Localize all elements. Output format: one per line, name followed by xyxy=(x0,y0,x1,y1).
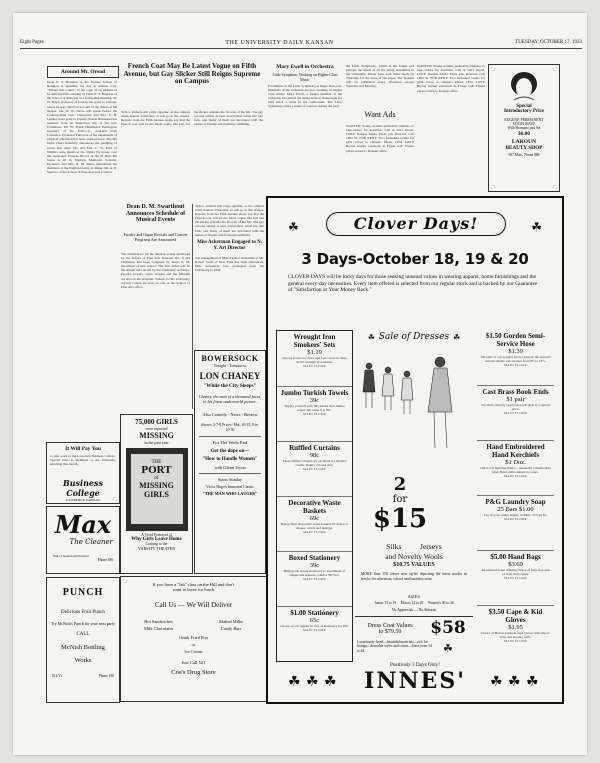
innes-right-items xyxy=(477,330,554,660)
sale-item xyxy=(477,440,554,495)
sale-item-description: Our novel hand kerchiefs— unusually a memorable kind. Hand embroidered in colors. xyxy=(480,466,551,474)
sale-item-description: Choice of our regular $1 box of stationery for 65c. xyxy=(280,624,349,628)
sale-item xyxy=(277,441,352,496)
sale-item-name: Ruffled Curtains xyxy=(289,444,340,452)
beauty-shampoo: With Shampoo and Set xyxy=(507,126,541,130)
dress-for: for xyxy=(392,494,408,505)
missing-girls-ad xyxy=(120,414,193,574)
col3-story: Enrollment in the Little Symphony is larger than ever. Members of the orchestra are now working on higher class music. Mary Ewell, a former member of the orchestra, has joined the string section. Rehearsals are held twice a week in the auditorium. The Little Symphony plans a series of concerts during the year. xyxy=(268,84,342,109)
sale-item-price: $1.19 xyxy=(307,349,322,356)
drug-line2: want to leave for lunch xyxy=(172,587,215,592)
clover-icon: ☘ xyxy=(367,332,375,342)
sunday-film: "THE MAN WHO LAUGHS" xyxy=(202,490,258,496)
girls-caption2: Why Girls Leave Home xyxy=(131,537,182,542)
beauty-permanent: EUGENE PERMANENT xyxy=(504,118,544,122)
lon-chaney: LON CHANEY xyxy=(199,371,261,381)
want-ads-heading: Want Ads xyxy=(364,110,396,119)
bowersock-theater-ad xyxy=(194,350,266,574)
max-cleaner-ad xyxy=(46,506,120,574)
want-ads-body: WANTED: Young women, preferably students, to take orders for novelties. Call at 1221 Oread. LOST: Kansas Alpha Theta pin. Reward. Call 1802 W. FOR RENT: Two furnished rooms for girls. Close to campus. Phone 1254. LOST: Brown leather notebook in Fraser hall. Finder please return to Kansan office. xyxy=(346,124,414,153)
masthead: THE UNIVERSITY DAILY KANSAN xyxy=(225,40,334,46)
will-pay-body: to take work in the Lawrence Business College. Special rates to members of the University enrolling this month. xyxy=(50,454,116,467)
sale-item xyxy=(277,496,352,551)
poster-missing: MISSING xyxy=(139,481,174,490)
dress-fabrics: Silks Jerseys xyxy=(386,542,442,551)
clover-icon: ☘ xyxy=(453,332,461,342)
punch-line2: Try McNish's Punch for your next party xyxy=(51,621,115,626)
clover-days-dates: 3 Days-October 18, 19 & 20 xyxy=(301,250,529,268)
sale-item-description: Choose from two styles and four colors in these $2.95 wrought iron stands. xyxy=(282,356,347,364)
sale-item-location: MAIN FLOOR xyxy=(504,363,527,367)
port-of-missing-girls-poster xyxy=(126,448,188,531)
page-number: Eight Pages xyxy=(20,40,44,45)
issue-date: TUESDAY, OCTOBER 17, 1933 xyxy=(515,40,582,45)
girls-caption3: Coming to the xyxy=(145,542,168,546)
drug-store-name: Coe's Drug Store xyxy=(171,669,216,676)
sunday-heading: Starts Sunday xyxy=(217,476,243,482)
col2-story3: The engagement of Miss Eleanor Ackerman to Mr. Robert Swift of New York has been announced. Miss Ackerman was graduated from the University in 1930. xyxy=(195,256,264,273)
sale-item-price: 39c xyxy=(309,562,320,569)
college-name: Business College xyxy=(62,478,104,498)
subhead-little-symphony: Little Symphony Working on Higher Class Music xyxy=(272,73,338,82)
headline-swarthout: Dean D. M. Swarthout Announces Schedule of Musical Events xyxy=(125,204,186,224)
sale-item-name: P&G Laundry Soap xyxy=(485,498,546,506)
dress-values: $10.75 VALUES xyxy=(393,562,435,568)
drug-item-icecream: Ice Cream xyxy=(184,649,203,654)
beauty-introductory: Introductory Price xyxy=(503,109,545,114)
dress-sale-section xyxy=(355,330,473,592)
bowersock-name: BOWERSOCK xyxy=(201,354,259,363)
mcnish-address: 814 Vt. xyxy=(52,674,63,678)
max-service: Suits Cleaned and Pressed xyxy=(53,554,89,558)
dress-price: $15 xyxy=(372,504,428,534)
sale-item-name: Cast Brass Book Ends xyxy=(482,388,549,396)
sale-item-location: MAIN FLOOR xyxy=(303,628,326,632)
weekend-line2: Get the dope on— xyxy=(210,448,250,454)
sale-item xyxy=(477,495,554,550)
max-phone: Phone 490 xyxy=(97,558,113,562)
sale-item-location: MAIN FLOOR xyxy=(504,474,527,478)
sale-item xyxy=(477,385,554,440)
drug-phone: Just Call 521 xyxy=(181,660,206,665)
sale-item xyxy=(277,606,352,661)
sale-item-name: Boxed Stationery xyxy=(288,554,341,562)
drug-item-candy: Candy Bars xyxy=(220,626,242,631)
punch-title: PUNCH xyxy=(62,587,104,598)
clover-icon: ☘ xyxy=(508,675,521,690)
sale-item-price: $1.39 xyxy=(508,348,523,355)
max-tagline: The Cleaner xyxy=(69,538,113,546)
clover-days-title: Clover Days! xyxy=(326,212,506,236)
col2-story2: The schedule for all the musical events sponsored by the School of Fine Arts between Oct. 8 and Christmas has been compiled by Dean D. M. Swarthout of that school. The first event will be the annual fall concert by the University orchestra. Faculty recitals, organ vespers and the Messiah are also on the program. Tickets for the University concert course are now on sale at the School of Fine Arts office. xyxy=(121,252,190,289)
dress-wools: and Novelty Wools xyxy=(385,552,443,561)
clover-icon: ☘ xyxy=(288,220,299,234)
laroun-beauty-shop-ad xyxy=(488,64,560,192)
clover-icon: ☘ xyxy=(288,675,301,690)
headline-mary-ewell: Mary Ewell in Orchestra xyxy=(276,64,334,70)
sale-item-description: High grade boxed stationery in assortment of shapes and textures. Choice 59c box. xyxy=(283,569,346,577)
weekend-film: "How to Handle Women" xyxy=(202,456,258,462)
sale-item-name: $1.00 Stationery xyxy=(290,609,339,617)
sale-item-location: MAIN FLOOR xyxy=(504,576,527,580)
innes-clover-days-ad xyxy=(266,196,564,704)
max-logo: Max xyxy=(54,510,112,539)
sale-item-location: MAIN FLOOR xyxy=(504,639,527,643)
subhead-swarthout: Faculty and Organ Recitals and Concert Programs Are Announced xyxy=(123,232,188,242)
coat-heading: Dress Coat Values xyxy=(367,622,413,629)
clover-icon: ☘ xyxy=(531,220,542,234)
sale-item-description: Try these cleverly cast brass book ends at a special price. xyxy=(481,403,550,411)
will-pay-heading: It Will Pay You xyxy=(65,446,101,452)
innes-logo: INNES' xyxy=(364,668,466,694)
beauty-shop-name2: BEAUTY SHOP xyxy=(505,145,543,151)
poster-the: THE xyxy=(151,460,162,465)
sale-item-price: 25 Bars $1.00 xyxy=(497,506,534,513)
page-header xyxy=(20,40,582,49)
dress-sizes: Junior 13 to 19 Misses 14 to 20 Women's 36 to 46 xyxy=(374,601,454,605)
sale-item-name: Wrought Iron Smokers' Sets xyxy=(293,333,336,349)
drug-line1: If you have a "lab" class on the Hill and don't xyxy=(152,582,235,587)
clover-days-banner xyxy=(286,212,544,234)
sale-item-location: MAIN FLOOR xyxy=(303,412,326,416)
clover-icon: ☘ xyxy=(490,675,503,690)
innes-footer xyxy=(268,668,562,698)
clover-icon: ☘ xyxy=(306,675,319,690)
sale-item-description: An unusual value offering choice of bags in pouch or back strap styles. xyxy=(481,568,550,576)
dress-description: MORE than 150 clever new styles depicting the latest modes in frocks for afternoon, school and business wear. xyxy=(361,572,467,581)
want-ads-body-cont: WANTED: Young women, preferably students, to take orders for novelties. Call at 1221 Oread. LOST: Kansas Alpha Theta pin. Reward. Call 1802 W. FOR RENT: Two furnished rooms for girls. Close to campus. Phone 1254. LOST: Brown leather notebook in Fraser hall. Finder please return to Kansan office. xyxy=(417,64,485,93)
poster-of: of xyxy=(154,476,159,481)
sale-item-description: Heavy fibre decorative waste baskets in choice of shapes, colors and designs. xyxy=(280,522,349,530)
sale-item-price: 65c xyxy=(309,617,320,624)
coes-drug-store-ad xyxy=(120,576,267,702)
drug-item-pies: Ozark Fried Pies xyxy=(178,635,209,640)
drug-item-malted: Malted Milks xyxy=(219,619,243,624)
sale-item-description: 190 pairs of our popular service hose in the season's newest shades and all sizes from 8½ to 10½. xyxy=(480,355,551,363)
punch-call: CALL xyxy=(76,632,90,637)
beauty-price: $6.00 xyxy=(518,131,530,137)
innes-left-items xyxy=(276,330,353,662)
dress-two: 2 xyxy=(393,474,407,495)
sale-item-location: MAIN FLOOR xyxy=(303,467,326,471)
coat-subheading: to $79.50 xyxy=(378,629,402,635)
sale-item-name: $5.00 Hand Bags xyxy=(490,553,541,561)
clover-days-intro: CLOVER DAYS will be lucky days for those seeking unusual values in wearing apparel, home furnishings and the general every-day necessities. Every item offered is selected from our regular stock and is backed by our Guarantee of "Satisfaction or Your Money Back." xyxy=(288,274,538,294)
film-times: Shows: 2-7-9 Prices: Mat. 10-35, Eve. 10-50 xyxy=(200,422,260,432)
sale-item-price: 39c xyxy=(309,397,320,404)
coat-days: Positively 3 Days Only! xyxy=(389,662,440,668)
drug-item-chocolates: Milk Chocolates xyxy=(144,626,174,631)
sale-item-description: Choice of Batros-Chateau cape gloves with slip-on wrist and novelty cuffs. xyxy=(480,631,551,639)
sale-item-location: MAIN FLOOR xyxy=(303,530,326,534)
sale-item xyxy=(277,331,352,386)
sale-item-name: Hand Embroidered Hand Kerchiefs xyxy=(486,443,545,459)
sale-item xyxy=(477,330,554,385)
beauty-special: Special xyxy=(516,104,532,109)
sale-item-price: 69c xyxy=(309,515,320,522)
college-location: LAWRENCE, KANSAS xyxy=(66,498,100,502)
film-tagline: Chaney, the man of a thousand faces, in his finest underworld picture. xyxy=(198,394,262,405)
sale-item-name: Decorative Waste Baskets xyxy=(288,499,341,515)
sale-item-name: $1.50 Gorden Semi-Service Hose xyxy=(485,332,546,348)
mcnish-works: Works xyxy=(74,657,92,664)
sale-item-name: $3.50 Cape & Kid Gloves xyxy=(488,608,543,624)
mcnish-phone: Phone 198 xyxy=(98,674,114,678)
girls-count: 75,000 GIRLS xyxy=(135,418,178,426)
sale-item-location: MAIN FLOOR xyxy=(504,411,527,415)
mcnish-punch-ad xyxy=(46,577,120,703)
col2-story1: Yellow slickers still reign supreme on the campus when Kansas University co-eds go to the classes. Reports from the Fifth Avenue shops say that the French coat will be the latest vogue this fall, but the slicker remains the favorite of the hill. The gay colored slicker is seen everywhere when the rain falls, and many of them are decorated with the names of friends and fraternity emblems. xyxy=(121,110,263,127)
poster-girls: GIRLS xyxy=(144,490,169,499)
col2-continued: Yellow slickers still reign supreme on the campus when Kansas University co-eds go to the classes. Reports from the Fifth Avenue shops say that the French coat will be the latest vogue this fall, but the slicker remains the favorite of the hill. The gay colored slicker is seen everywhere when the rain falls, and many of them are decorated with the names of friends and fraternity emblems. xyxy=(195,204,264,237)
sale-item xyxy=(477,550,554,605)
coat-price: $58 xyxy=(430,618,466,638)
mcnish-name: McNish Bottling xyxy=(61,644,105,651)
sale-item xyxy=(477,605,554,660)
col1-news-body: Dean E. S. Brandon of the Kansas School of Religion is spending the day in Kansas City. "Things that Count," is the topic of an address to be delivered this evening by Dean E. S. Brandon of the School of Religion at a fellowship meeting. W. W. Boyd, professor of botany, has gone to Chicago where he was called on account of the illness of his mother. Mr. W. W. Davis will speak before the Cosmopolitan club. Chancellor and Mrs. E. H. Lindley have gone to Topeka. Ernest Hemstead has returned from an inspection trip of the new Commons. Mr. W. Frank Hammond, Barrington secretary of the Y.M.C.A., returned from Lawrence. Professor Fullerton of the department of physical education has been granted leave. The Phi Delta Theta fraternity announces the pledging of seven new men. Mr. and Mrs. C. W. Ford of Wichita were guests at the Sigma Nu house over the week-end. Frances Brown of the Pi Beta Phi house is ill in Watkins Memorial hospital. Professor and Mrs. R. M. Davis entertained the members of the English faculty at dinner. Mr. A. R. Spencer of the School of Fine Arts was a visitor. xyxy=(47,80,117,175)
sale-item-location: MAIN FLOOR xyxy=(303,364,326,368)
drug-call: Call Us — We Will Deliver xyxy=(154,601,233,609)
beauty-wave: EDITH WAVE xyxy=(512,122,536,126)
girls-caption1: A Vivid Portrayal of xyxy=(141,533,172,537)
girls-period: in the past year xyxy=(144,440,169,445)
clover-icon: ☘ xyxy=(526,675,539,690)
woman-portrait-illustration xyxy=(504,68,544,102)
girls-caption4: VARSITY THEATER xyxy=(137,546,176,551)
weekend-heading: For The Week End xyxy=(212,439,248,445)
sunday-line2: Victor Hugo's Immortal Classic xyxy=(205,484,254,489)
sale-item-name: Jumbo Turkish Towels xyxy=(280,389,349,397)
girls-reported: were reported xyxy=(145,426,168,431)
beauty-address: 907 Mass. Phone 888 xyxy=(508,153,540,157)
girls-missing: MISSING xyxy=(139,431,174,440)
sale-item xyxy=(277,551,352,606)
drug-item-sandwiches: Hot Sandwiches xyxy=(144,619,173,624)
sale-item-price: $1 Doz. xyxy=(505,459,526,466)
sale-item-description: These ruffled curtains are excellent for modern rooms. Dainty colored dots. xyxy=(282,459,347,467)
dress-sizes-heading: SIZES xyxy=(407,594,420,599)
headline-ackerman: Miss Ackerman Engaged to N. Y. Art Director xyxy=(197,240,262,251)
sale-item-price: 98c xyxy=(309,452,320,459)
weekend-star: with Glenn Tryon xyxy=(214,464,246,470)
coat-description: Luxuriously fused—beautiful materials—rich fur linings—desirable styles and colors—Sizes from 14 to 44. xyxy=(357,640,432,653)
col3-story-cont: the Little Symphony, which is the fourth and perhaps the finest of all the string ensembles in the University. Please have your items ready by Thursday for the issue of the paper. The Kansan will be published every afternoon except Saturday and Monday. xyxy=(346,64,414,89)
beauty-shop-name: LAROUN xyxy=(511,139,537,145)
sale-item-location: MAIN FLOOR xyxy=(504,517,527,521)
film-title: "While the City Sleeps" xyxy=(203,383,257,389)
headline-french-coat: French Coat May Be Latest Vogue on Fifth Avenue, but Gay Slicker Still Reigns Supreme on Campus xyxy=(123,62,261,86)
sale-item-price: $3.69 xyxy=(508,561,523,568)
punch-line1: Delicious Fruit Punch xyxy=(61,610,105,615)
clover-icon: ☘ xyxy=(443,643,453,655)
drug-item-or: or xyxy=(191,642,196,647)
bowersock-dates: Tonight - Tomorrow xyxy=(213,363,247,368)
business-college-ad xyxy=(46,442,120,504)
sale-item-description: Lay in your winter supply of P&G, 25 bars $1. xyxy=(483,513,548,517)
sale-item xyxy=(277,386,352,441)
column-heading-around-mt-oread: Around Mt. Oread xyxy=(47,66,119,78)
film-extras: Also Comedy - News - Review xyxy=(202,411,258,417)
sale-item-location: MAIN FLOOR xyxy=(303,577,326,581)
sale-item-price: $1 pair xyxy=(506,396,525,403)
clover-icon: ☘ xyxy=(324,675,337,690)
dress-sale-heading: Sale of Dresses xyxy=(378,332,450,342)
dress-figures-illustration xyxy=(355,348,473,460)
sale-item-price: $1.95 xyxy=(508,624,523,631)
poster-port: PORT xyxy=(141,464,172,476)
column-rule xyxy=(192,204,193,409)
sale-item-description: Supply yourself with this 22x44 inch Jumbo towel. We value it at 59c. xyxy=(284,404,345,412)
dress-no-approval: No Approvals — No Returns xyxy=(391,608,437,612)
